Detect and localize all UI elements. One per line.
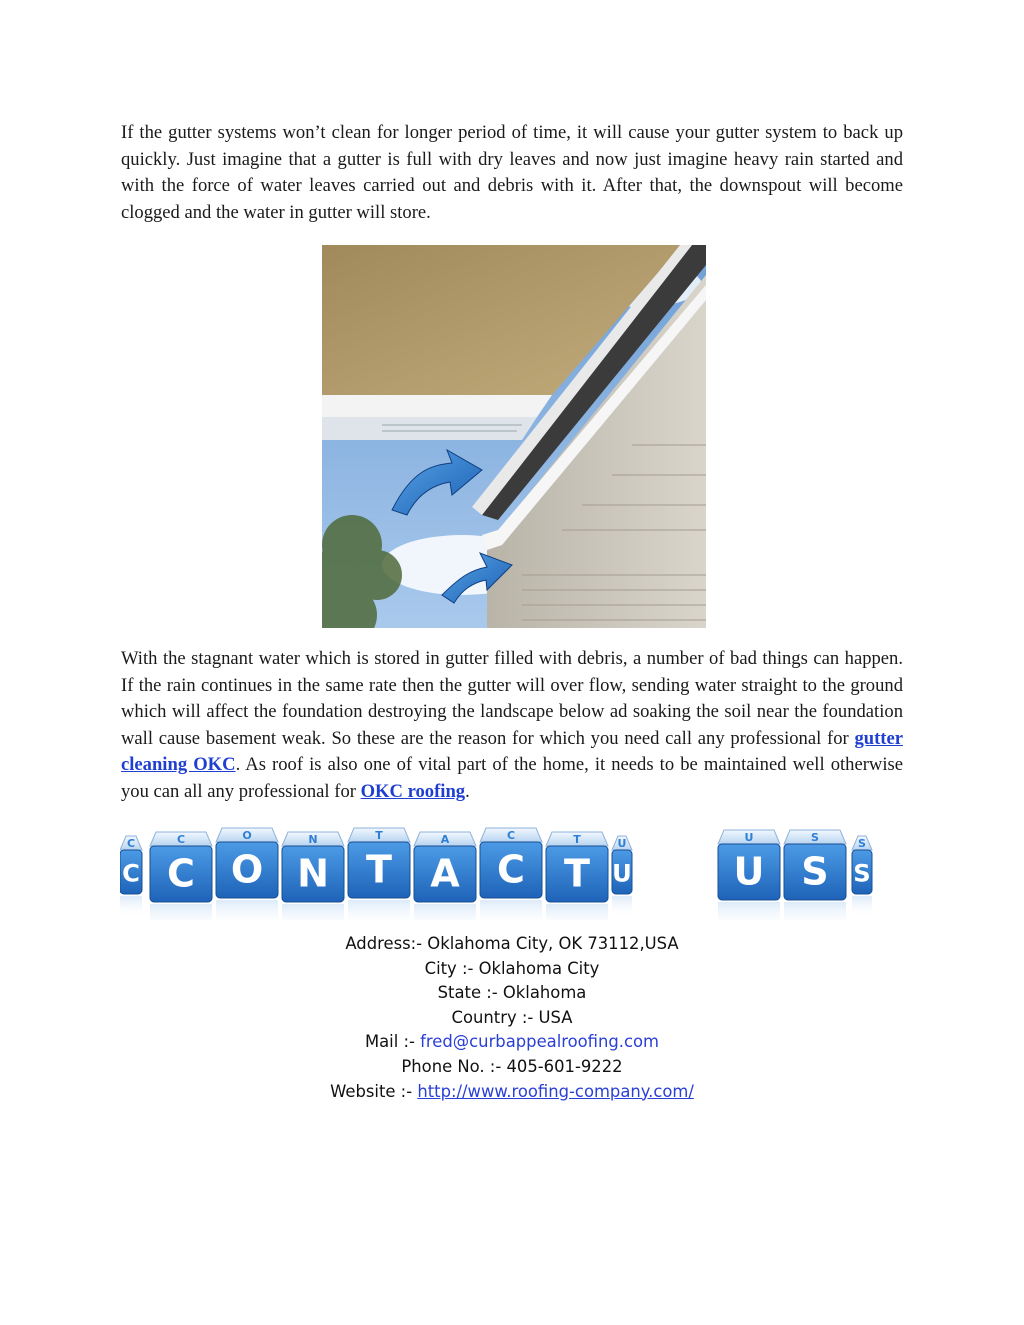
cube-top-letter: O	[242, 829, 252, 842]
cube-top-letter: T	[375, 829, 383, 842]
phone-line	[0, 1055, 1024, 1080]
cube-letter: N	[297, 851, 329, 896]
cube-contact-3	[348, 828, 410, 920]
website-link[interactable]: http://www.roofing-company.com/	[417, 1081, 694, 1101]
phone-label: Phone No. :-	[401, 1056, 507, 1076]
contact-info	[0, 932, 1024, 1104]
country-value: USA	[538, 1007, 573, 1027]
cube-letter: S	[801, 849, 829, 894]
city-value: Oklahoma City	[478, 958, 600, 978]
cube-us-1	[784, 830, 846, 920]
city-label: City :-	[424, 958, 479, 978]
cube-contact-1	[216, 828, 278, 920]
mail-value[interactable]: fred@curbappealroofing.com	[420, 1032, 660, 1052]
cube-letter: C	[497, 847, 525, 892]
cube-top-letter: C	[506, 829, 516, 842]
address-label: Address:-	[345, 934, 428, 953]
cube-edge-right	[852, 836, 872, 918]
address-line	[0, 932, 1024, 957]
body-text-1: With the stagnant water which is stored in gutter filled with debris, a number of bad things can happen. If the rain continues in the same rate then the gutter will over flow, sending water straight to the ground which will affect the foundation destroying the landscape below ad soaking the soil near the foundation wall cause basement weak. So these are the reason for which you need call any professional for	[121, 648, 903, 749]
cube-top-letter: U	[744, 831, 754, 844]
cube-top-letter: C	[176, 833, 186, 846]
state-value: Oklahoma	[502, 983, 587, 1003]
address-value: Oklahoma City, OK 73112,USA	[427, 934, 679, 953]
mail-line	[0, 1030, 1024, 1055]
cube-edge-mid	[612, 836, 632, 918]
intro-paragraph: If the gutter systems won’t clean for longer period of time, it will cause your gutter system to back up quickly. Just imagine that a gutter is full with dry leaves and now just imagine heavy rain started and with the force of water leaves carried out and debris with it. After that, the downspout will become clogged and the water in gutter will store.	[121, 122, 903, 223]
cube-us-0	[718, 830, 780, 920]
cube-edge-left	[120, 836, 142, 918]
contact-us-banner	[120, 820, 908, 920]
website-label: Website :-	[330, 1081, 418, 1101]
website-line	[0, 1080, 1024, 1105]
cube-top-letter: S	[811, 831, 819, 844]
cube-contact-5	[480, 828, 542, 920]
country-line	[0, 1006, 1024, 1031]
cube-letter: C	[167, 851, 195, 896]
state-label: State :-	[437, 983, 503, 1003]
city-line	[0, 957, 1024, 982]
country-label: Country :-	[451, 1007, 539, 1027]
roof-ventilation-photo	[322, 245, 706, 628]
cube-top-letter: U	[617, 837, 627, 850]
cube-contact-4	[414, 832, 476, 920]
okc-roofing-link[interactable]: OKC roofing	[360, 780, 466, 802]
cube-top-letter: C	[126, 837, 136, 850]
gutter-cleaning-okc-link[interactable]: gutter cleaning OKC	[121, 727, 903, 776]
cube-contact-6	[546, 832, 608, 920]
cube-letter: A	[430, 851, 460, 896]
cube-letter: C	[122, 859, 140, 888]
cube-top-letter: N	[308, 833, 318, 846]
cube-top-letter: A	[440, 833, 450, 846]
cube-top-letter: S	[858, 837, 866, 850]
cube-letter: T	[564, 851, 590, 896]
phone-value: 405-601-9222	[506, 1056, 623, 1076]
cube-contact-2	[282, 832, 344, 920]
body-text-2: . As roof is also one of vital part of the home, it needs to be maintained well otherwise you can all any professional for	[121, 754, 903, 802]
mail-label: Mail :-	[364, 1032, 421, 1052]
state-line	[0, 981, 1024, 1006]
cube-letter: T	[366, 847, 392, 892]
cube-contact-0	[150, 832, 212, 920]
cube-letter: U	[612, 859, 632, 888]
body-paragraph	[121, 646, 903, 806]
cube-top-letter: T	[573, 833, 581, 846]
cube-letter: U	[733, 849, 765, 894]
cube-letter: O	[230, 847, 264, 892]
cube-letter: S	[853, 859, 871, 888]
body-text-3: .	[465, 780, 470, 802]
